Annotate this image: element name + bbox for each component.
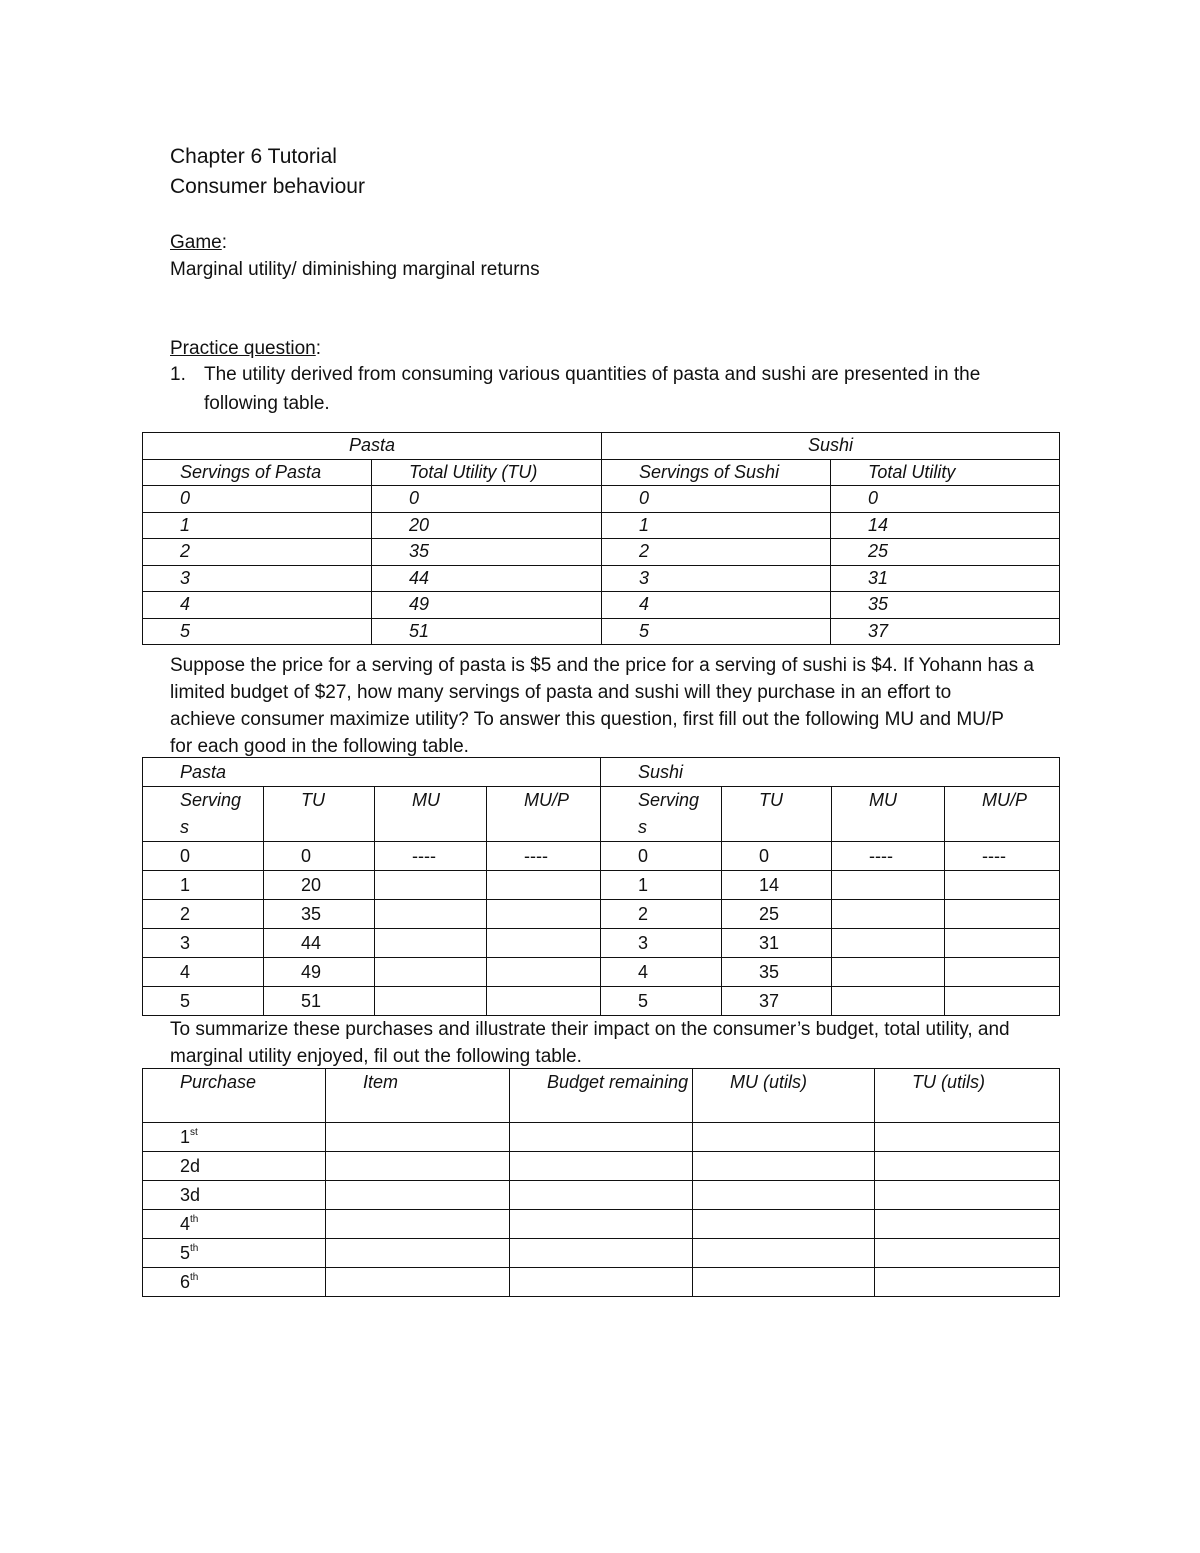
table-row	[143, 900, 1060, 929]
paragraph-2-line-1: To summarize these purchases and illustrate their impact on the consumer’s budget, total utility, and	[170, 1019, 1010, 1040]
answer-cell[interactable]	[945, 958, 1060, 987]
ordinal-number: 5	[180, 1242, 191, 1263]
answer-cell[interactable]	[375, 900, 487, 929]
table-cell: 0	[143, 842, 264, 871]
answer-cell[interactable]	[832, 987, 945, 1016]
table-cell: 2	[143, 900, 264, 929]
dash-cell: ----	[375, 842, 487, 871]
utility-table	[142, 432, 1060, 645]
table-cell: 1	[602, 512, 831, 539]
servings-label-a: Serving	[638, 790, 700, 810]
answer-cell[interactable]	[945, 929, 1060, 958]
answer-cell[interactable]	[875, 1123, 1060, 1152]
ordinal-number: 1	[180, 1126, 191, 1147]
header-cell-mup: MU/P	[487, 787, 601, 842]
answer-cell[interactable]	[510, 1210, 693, 1239]
table-cell: 2	[602, 539, 831, 566]
header-tu-utils: TU (utils)	[875, 1069, 1060, 1123]
servings-label-b: s	[180, 817, 189, 837]
table-cell: 0	[602, 486, 831, 513]
table-header-row	[143, 787, 1060, 842]
answer-cell[interactable]	[832, 900, 945, 929]
question-line-1: The utility derived from consuming various quantities of pasta and sushi are presented in the	[204, 364, 981, 385]
table-row	[143, 565, 1060, 592]
paragraph-1-line-4: for each good in the following table.	[170, 736, 469, 757]
page-title: Chapter 6 Tutorial	[170, 145, 337, 168]
table-cell: 4	[143, 592, 372, 619]
answer-cell[interactable]	[693, 1181, 875, 1210]
table-header-row	[143, 1069, 1060, 1123]
purchase-ordinal	[143, 1239, 326, 1268]
paragraph-1-line-2: limited budget of $27, how many servings of pasta and sushi will they purchase in an effort to	[170, 682, 952, 703]
answer-cell[interactable]	[945, 987, 1060, 1016]
table-cell: 20	[372, 512, 602, 539]
purchase-ordinal	[143, 1210, 326, 1239]
table-cell: 2	[143, 539, 372, 566]
answer-cell[interactable]	[375, 871, 487, 900]
ordinal-suffix: th	[190, 1271, 199, 1283]
header-cell-mup: MU/P	[945, 787, 1060, 842]
table-cell: 35	[372, 539, 602, 566]
table-row	[143, 486, 1060, 513]
table-cell: 14	[722, 871, 832, 900]
ordinal-number: 2d	[180, 1155, 201, 1176]
answer-cell[interactable]	[693, 1268, 875, 1297]
purchase-summary-table	[142, 1068, 1060, 1297]
answer-cell[interactable]	[326, 1181, 510, 1210]
practice-heading: Practice question:	[170, 338, 322, 359]
servings-label-b: s	[638, 817, 648, 837]
answer-cell[interactable]	[875, 1181, 1060, 1210]
header-cell-tu: TU	[722, 787, 832, 842]
group-sushi: Sushi	[601, 758, 1060, 787]
table-row	[143, 1123, 1060, 1152]
paragraph-1-line-3: achieve consumer maximize utility? To answer this question, first fill out the following MU and MU/P	[170, 709, 1004, 730]
table-cell: 2	[601, 900, 722, 929]
table-cell: 31	[831, 565, 1060, 592]
answer-cell[interactable]	[326, 1239, 510, 1268]
table-cell: 37	[831, 618, 1060, 645]
table-row	[143, 987, 1060, 1016]
header-budget-remaining: Budget remaining	[510, 1069, 693, 1123]
table-row	[143, 1210, 1060, 1239]
dash-cell: ----	[945, 842, 1060, 871]
answer-cell[interactable]	[510, 1181, 693, 1210]
ordinal-suffix: th	[190, 1242, 199, 1254]
table-cell: 3	[143, 929, 264, 958]
table-cell: 49	[372, 592, 602, 619]
answer-cell[interactable]	[326, 1152, 510, 1181]
answer-cell[interactable]	[832, 958, 945, 987]
table-cell: 20	[264, 871, 375, 900]
table-cell: 5	[143, 987, 264, 1016]
header-cell-servings	[601, 787, 722, 842]
table-cell: 35	[831, 592, 1060, 619]
purchase-ordinal	[143, 1123, 326, 1152]
table-row	[143, 842, 1060, 871]
game-heading: Game:	[170, 232, 228, 253]
table-cell: 4	[602, 592, 831, 619]
answer-cell[interactable]	[832, 929, 945, 958]
header-cell: Total Utility (TU)	[372, 459, 602, 486]
table-row	[143, 512, 1060, 539]
purchase-ordinal	[143, 1152, 326, 1181]
table-cell: 3	[602, 565, 831, 592]
ordinal-number: 3d	[180, 1184, 201, 1205]
table-cell: 25	[722, 900, 832, 929]
table-cell: 51	[264, 987, 375, 1016]
table-cell: 0	[264, 842, 375, 871]
header-cell-mu: MU	[375, 787, 487, 842]
header-purchase: Purchase	[143, 1069, 326, 1123]
header-cell: Servings of Sushi	[602, 459, 831, 486]
table-row	[143, 929, 1060, 958]
table-cell: 14	[831, 512, 1060, 539]
game-text: Marginal utility/ diminishing marginal returns	[170, 259, 540, 280]
answer-cell[interactable]	[487, 871, 601, 900]
table-header-row	[143, 459, 1060, 486]
answer-cell[interactable]	[693, 1210, 875, 1239]
table-cell: 49	[264, 958, 375, 987]
table-cell: 35	[264, 900, 375, 929]
answer-cell[interactable]	[510, 1152, 693, 1181]
marginal-utility-table	[142, 757, 1060, 1016]
ordinal-suffix: th	[190, 1213, 199, 1225]
table-cell: 5	[602, 618, 831, 645]
table-cell: 37	[722, 987, 832, 1016]
table-cell: 25	[831, 539, 1060, 566]
answer-cell[interactable]	[875, 1239, 1060, 1268]
table-cell: 35	[722, 958, 832, 987]
answer-cell[interactable]	[510, 1239, 693, 1268]
table-cell: 5	[601, 987, 722, 1016]
header-mu-utils: MU (utils)	[693, 1069, 875, 1123]
answer-cell[interactable]	[326, 1123, 510, 1152]
table-row	[143, 871, 1060, 900]
table-cell: 4	[601, 958, 722, 987]
table-row	[143, 539, 1060, 566]
table-row	[143, 1239, 1060, 1268]
answer-cell[interactable]	[326, 1210, 510, 1239]
table-row	[143, 1181, 1060, 1210]
header-cell: Servings of Pasta	[143, 459, 372, 486]
paragraph-2-line-2: marginal utility enjoyed, fil out the following table.	[170, 1046, 582, 1067]
table-cell: 44	[264, 929, 375, 958]
page-subtitle: Consumer behaviour	[170, 175, 365, 198]
answer-cell[interactable]	[875, 1210, 1060, 1239]
practice-label: Practice question	[170, 338, 316, 359]
servings-label-a: Serving	[180, 790, 242, 810]
table-cell: 44	[372, 565, 602, 592]
ordinal-suffix: st	[190, 1126, 198, 1138]
table-cell: 0	[831, 486, 1060, 513]
ordinal-number: 4	[180, 1213, 191, 1234]
header-cell-mu: MU	[832, 787, 945, 842]
purchase-ordinal	[143, 1181, 326, 1210]
dash-cell: ----	[832, 842, 945, 871]
paragraph-1-line-1: Suppose the price for a serving of pasta is $5 and the price for a serving of sushi is $4. If Yohann has a	[170, 655, 1034, 676]
table-row	[143, 618, 1060, 645]
question-number: 1.	[170, 364, 186, 385]
header-cell-servings	[143, 787, 264, 842]
table-cell: 0	[722, 842, 832, 871]
table-cell: 3	[601, 929, 722, 958]
answer-cell[interactable]	[326, 1268, 510, 1297]
answer-cell[interactable]	[487, 929, 601, 958]
table-cell: 31	[722, 929, 832, 958]
table-cell: 51	[372, 618, 602, 645]
question-line-2: following table.	[204, 393, 330, 414]
game-label: Game	[170, 232, 222, 253]
answer-cell[interactable]	[375, 929, 487, 958]
answer-cell[interactable]	[487, 900, 601, 929]
group-sushi: Sushi	[602, 433, 1060, 460]
table-row	[143, 958, 1060, 987]
answer-cell[interactable]	[875, 1152, 1060, 1181]
answer-cell[interactable]	[945, 900, 1060, 929]
table-row	[143, 1268, 1060, 1297]
header-cell: Total Utility	[831, 459, 1060, 486]
table-group-header	[143, 758, 1060, 787]
table-cell: 1	[143, 512, 372, 539]
answer-cell[interactable]	[510, 1268, 693, 1297]
table-cell: 1	[601, 871, 722, 900]
table-row	[143, 1152, 1060, 1181]
answer-cell[interactable]	[945, 871, 1060, 900]
answer-cell[interactable]	[693, 1239, 875, 1268]
table-cell: 0	[143, 486, 372, 513]
answer-cell[interactable]	[693, 1123, 875, 1152]
table-cell: 3	[143, 565, 372, 592]
answer-cell[interactable]	[693, 1152, 875, 1181]
purchase-ordinal	[143, 1268, 326, 1297]
header-cell-tu: TU	[264, 787, 375, 842]
group-pasta: Pasta	[143, 433, 602, 460]
answer-cell[interactable]	[875, 1268, 1060, 1297]
answer-cell[interactable]	[832, 871, 945, 900]
table-row	[143, 592, 1060, 619]
group-pasta: Pasta	[143, 758, 601, 787]
table-cell: 5	[143, 618, 372, 645]
dash-cell: ----	[487, 842, 601, 871]
answer-cell[interactable]	[487, 958, 601, 987]
ordinal-number: 6	[180, 1271, 191, 1292]
header-item: Item	[326, 1069, 510, 1123]
table-cell: 4	[143, 958, 264, 987]
answer-cell[interactable]	[487, 987, 601, 1016]
answer-cell[interactable]	[375, 987, 487, 1016]
table-cell: 0	[601, 842, 722, 871]
table-group-header	[143, 433, 1060, 460]
answer-cell[interactable]	[510, 1123, 693, 1152]
answer-cell[interactable]	[375, 958, 487, 987]
table-cell: 0	[372, 486, 602, 513]
table-cell: 1	[143, 871, 264, 900]
